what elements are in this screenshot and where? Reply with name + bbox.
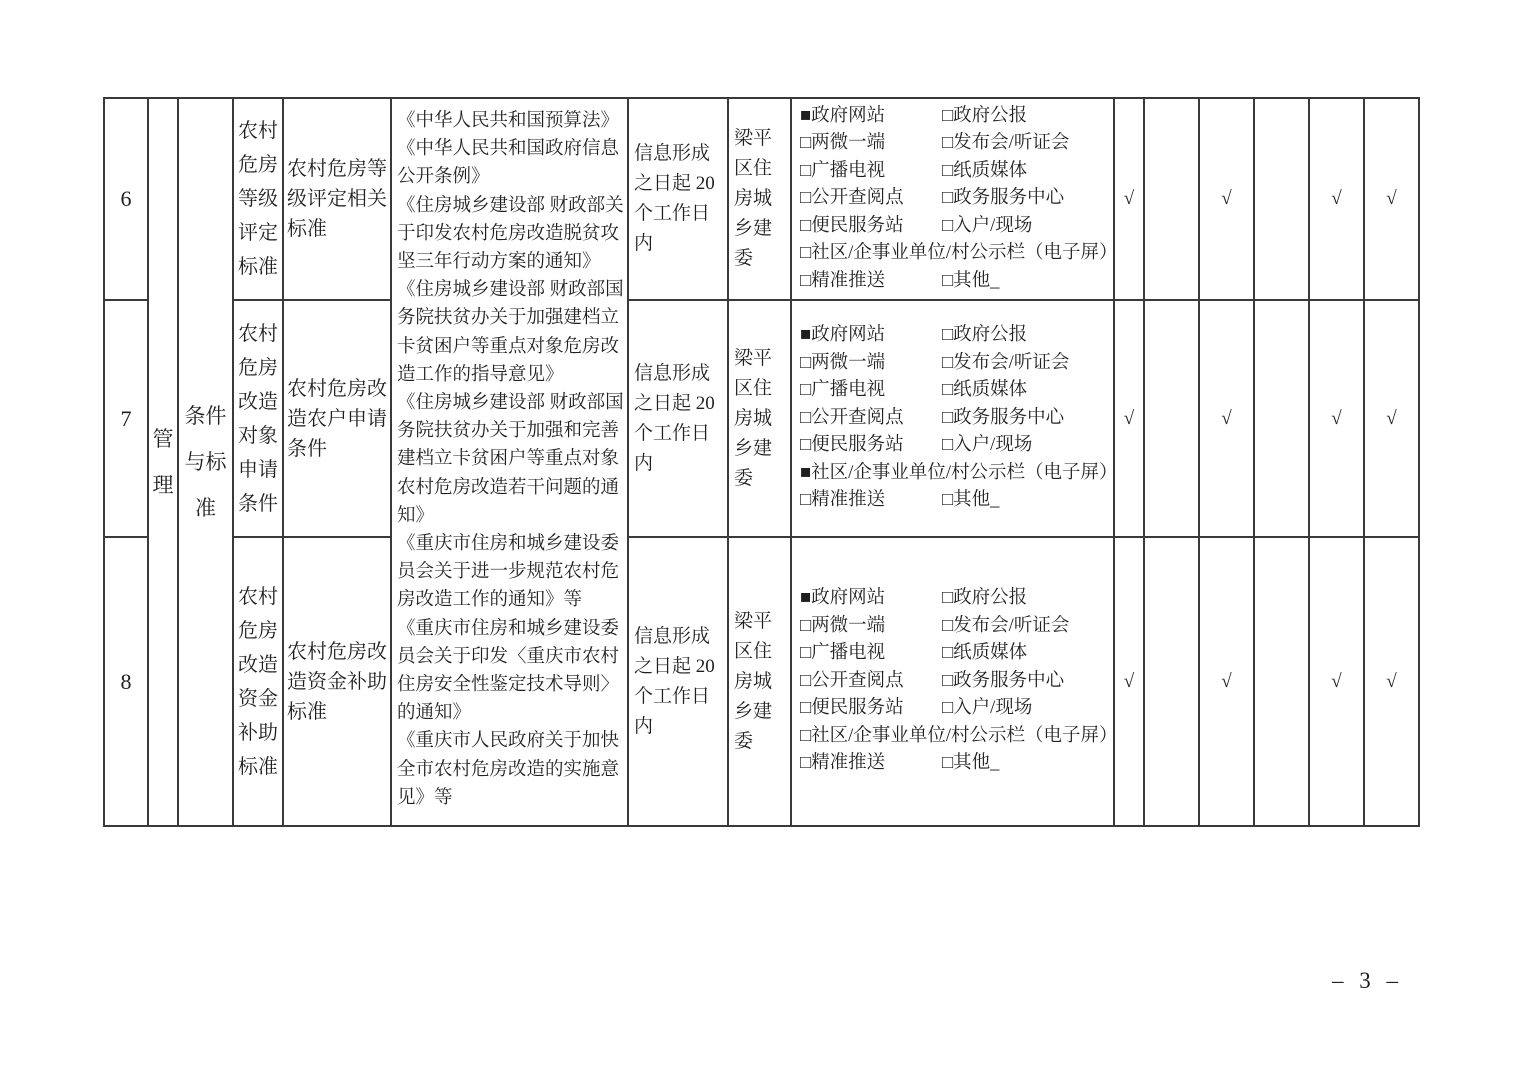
table-row-6 <box>104 98 1419 300</box>
seq-cell: 8 <box>104 537 148 826</box>
channel-checkbox-item: □两微一端 <box>800 352 886 373</box>
channel-checkbox-item: □广播电视 <box>800 643 886 664</box>
law-title: 《重庆市人民政府关于加快全市农村危房改造的实施意见》等 <box>397 731 620 808</box>
law-title: 《重庆市住房和城乡建设委员会关于进一步规范农村危房改造工作的通知》等 <box>397 534 620 611</box>
subject-cell: 梁平区住房城乡建委 <box>728 98 791 300</box>
channel-checkbox-item: □发布会/听证会 <box>942 352 1070 373</box>
time-limit-cell: 信息形成之日起 20 个工作日内 <box>628 98 728 300</box>
check-cell: √ <box>1199 537 1254 826</box>
management-group-cell: 管理 <box>148 98 178 826</box>
channel-checkbox-item: □政府公报 <box>942 588 1028 609</box>
channel-line <box>800 377 1113 405</box>
channel-line <box>800 487 1113 515</box>
law-title: 《重庆市住房和城乡建设委员会关于印发〈重庆市农村住房安全性鉴定技术导则〉的通知》 <box>397 618 620 724</box>
channel-line <box>800 613 1113 641</box>
channel-checkbox-item: □便民服务站 <box>800 435 904 456</box>
law-title: 《住房城乡建设部 财政部国务院扶贫办关于加强建档立卡贫困户等重点对象危房改造工作的指导意见》 <box>397 280 624 385</box>
channel-checkbox-item: □纸质媒体 <box>942 643 1028 664</box>
channel-checkbox-item: ■政府网站 <box>800 588 886 609</box>
channel-checkbox-item: □政务服务中心 <box>942 670 1065 691</box>
time-limit-cell: 信息形成之日起 20 个工作日内 <box>628 537 728 826</box>
channel-line <box>800 213 1113 241</box>
item-name-cell: 农村危房改造对象申请条件 <box>233 300 283 537</box>
check-cell: √ <box>1114 537 1144 826</box>
channel-checkbox-item: ■社区/企事业单位/村公示栏（电子屏） <box>800 462 1118 483</box>
channel-line <box>800 322 1113 350</box>
table-row-7 <box>104 300 1419 537</box>
check-cell: √ <box>1114 98 1144 300</box>
channel-checkbox-item: ■政府网站 <box>800 325 886 346</box>
law-title: 《中华人民共和国政府信息公开条例》 <box>397 139 620 188</box>
subject-cell: 梁平区住房城乡建委 <box>728 300 791 537</box>
channel-checkbox-item: □广播电视 <box>800 380 886 401</box>
check-cell <box>1144 537 1199 826</box>
channel-checkbox-item: □政务服务中心 <box>942 407 1065 428</box>
channel-line <box>800 750 1113 778</box>
check-cell: √ <box>1309 537 1364 826</box>
law-title: 《住房城乡建设部 财政部关于印发农村危房改造脱贫攻坚三年行动方案的通知》 <box>397 195 624 273</box>
check-cell <box>1254 98 1309 300</box>
channel-checkbox-item: □两微一端 <box>800 133 886 154</box>
channel-checkbox-item: □便民服务站 <box>800 215 904 236</box>
channel-checkbox-item: ■政府网站 <box>800 105 886 126</box>
channel-checkbox-item: □政府公报 <box>942 105 1028 126</box>
channel-line <box>800 350 1113 378</box>
channel-checkbox-item: □其他_ <box>942 753 1000 774</box>
channel-checkbox-item: □其他_ <box>942 270 1000 291</box>
check-cell: √ <box>1364 98 1419 300</box>
channel-checkbox-item: □纸质媒体 <box>942 160 1028 181</box>
legal-basis-cell <box>391 98 628 826</box>
channel-checkbox-item: □两微一端 <box>800 615 886 636</box>
check-cell: √ <box>1199 98 1254 300</box>
channel-line <box>800 668 1113 696</box>
check-cell <box>1254 300 1309 537</box>
channel-checkbox-item: □公开查阅点 <box>800 670 904 691</box>
channels-cell <box>791 537 1118 826</box>
law-title: 《住房城乡建设部 财政部国务院扶贫办关于加强和完善建档立卡贫困户等重点对象农村危房改造若干问题的通知》 <box>397 393 624 526</box>
channel-checkbox-item: □发布会/听证会 <box>942 133 1070 154</box>
check-cell: √ <box>1309 98 1364 300</box>
channel-checkbox-item: □广播电视 <box>800 160 886 181</box>
channel-checkbox-item: □便民服务站 <box>800 698 904 719</box>
check-cell <box>1144 300 1199 537</box>
content-cell: 农村危房改造农户申请条件 <box>283 300 391 537</box>
channel-checkbox-item: □公开查阅点 <box>800 188 904 209</box>
content-cell: 农村危房改造资金补助标准 <box>283 537 391 826</box>
channel-line <box>800 695 1113 723</box>
channel-line <box>800 158 1113 186</box>
check-cell: √ <box>1309 300 1364 537</box>
channel-line <box>800 240 1118 268</box>
channel-checkbox-item: □入户/现场 <box>942 435 1033 456</box>
channel-line <box>800 585 1113 613</box>
subject-cell: 梁平区住房城乡建委 <box>728 537 791 826</box>
channels-cell <box>791 300 1118 537</box>
channel-line <box>800 103 1113 131</box>
disclosure-table <box>103 97 1420 827</box>
channel-checkbox-item: □纸质媒体 <box>942 380 1028 401</box>
channel-checkbox-item: □发布会/听证会 <box>942 615 1070 636</box>
channel-checkbox-item: □精准推送 <box>800 270 886 291</box>
item-name-cell: 农村危房等级评定标准 <box>233 98 283 300</box>
channel-line <box>800 185 1113 213</box>
content-cell: 农村危房等级评定相关标准 <box>283 98 391 300</box>
check-cell: √ <box>1199 300 1254 537</box>
channel-line <box>800 460 1118 488</box>
channel-checkbox-item: □社区/企事业单位/村公示栏（电子屏） <box>800 725 1118 746</box>
channel-checkbox-item: □政务服务中心 <box>942 188 1065 209</box>
check-cell: √ <box>1364 537 1419 826</box>
seq-cell: 7 <box>104 300 148 537</box>
channel-checkbox-item: □入户/现场 <box>942 698 1033 719</box>
page-number: – 3 – <box>1332 968 1398 993</box>
channel-checkbox-item: □精准推送 <box>800 753 886 774</box>
channel-checkbox-item: □社区/企事业单位/村公示栏（电子屏） <box>800 243 1118 264</box>
channel-checkbox-item: □公开查阅点 <box>800 407 904 428</box>
law-title: 《中华人民共和国预算法》 <box>397 111 620 131</box>
time-limit-cell: 信息形成之日起 20 个工作日内 <box>628 300 728 537</box>
check-cell: √ <box>1364 300 1419 537</box>
item-name-cell: 农村危房改造资金补助标准 <box>233 537 283 826</box>
channel-line <box>800 432 1113 460</box>
channels-cell <box>791 98 1118 300</box>
channel-checkbox-item: □其他_ <box>942 490 1000 511</box>
check-cell: √ <box>1114 300 1144 537</box>
channel-checkbox-item: □入户/现场 <box>942 215 1033 236</box>
seq-cell: 6 <box>104 98 148 300</box>
channel-line <box>800 405 1113 433</box>
channel-line <box>800 723 1118 751</box>
check-cell <box>1254 537 1309 826</box>
channel-line <box>800 268 1113 296</box>
channel-line <box>800 130 1113 158</box>
channel-checkbox-item: □政府公报 <box>942 325 1028 346</box>
channel-line <box>800 640 1113 668</box>
check-cell <box>1144 98 1199 300</box>
table-row-8 <box>104 537 1419 826</box>
conditions-standards-group-cell: 条件与标准 <box>178 98 233 826</box>
channel-checkbox-item: □精准推送 <box>800 490 886 511</box>
